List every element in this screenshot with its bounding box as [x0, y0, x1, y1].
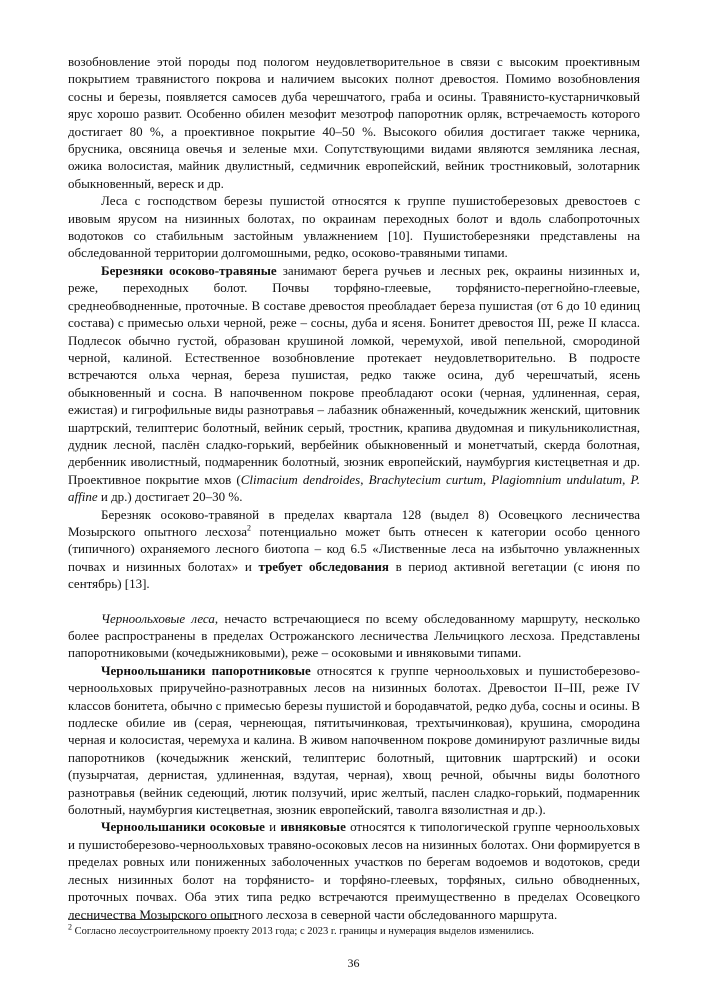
- footnote-reference: 2: [247, 523, 252, 533]
- text-run: , нечасто встречающиеся по всему обследованному маршруту, несколько более распространены в пределах Острожанского лесничества Лельчицкого лесхоза. Представлены папоротниковыми (кочедыжниковыми), реже – осоковыми и ивняковыми типами.: [68, 610, 641, 661]
- text-run: Леса с господством березы пушистой относятся к группе пушистоберезовых древостоев с ивовым ярусом на низинных болотах, по окраинам переходных болот и вдоль слабопроточных водотоков со стабильным застойным увлажнением [10]. Пушистоберезняки представлены на обследованной территории долгомошными, редко, осоково-травяными типами.: [68, 193, 640, 261]
- text-run: ,: [482, 471, 492, 487]
- footnote-text: Согласно лесоустроительному проекту 2013 года; с 2023 г. границы и нумерация выделов изменились.: [72, 926, 535, 937]
- text-run: P. affine: [68, 471, 641, 505]
- text-run: Plagiomnium undulatum: [491, 471, 623, 487]
- paragraph-p2: [68, 192, 640, 262]
- text-run: Березняк осоково-травяной в пределах квартала 128 (выдел 8) Осовецкого лесничества Мозырского опытного лесхоза: [68, 506, 640, 539]
- text-run: Березняки осоково-травяные: [101, 262, 277, 278]
- text-run: и др.) достигает 20–30 %.: [97, 489, 243, 505]
- text-run: возобновление этой породы под пологом неудовлетворительное в связи с высоким проективным покрытием травянистого покрова и наличием высоких полнот древостоя. Помимо возобновления сосны и березы, появляется самосев дуба черешчатого, граба и осины. Травянисто-кустарничковый ярус хорошо развит. Особенно обилен мезофит мезотроф папоротник орляк, встречаемость которого достигает 80 %, а проективное покрытие 40–50 %. Высокого обилия достигает также черника, брусника, овсяница овечья и зеленые мхи. Сопутствующими видами являются земляника лесная, ожика волосистая, майник двулистный, седмичник европейский, вейник тростниковый, золотарник обыкновенный, вереск и др.: [68, 54, 640, 191]
- text-run: ,: [360, 471, 369, 487]
- paragraph-p6: [68, 662, 640, 819]
- footnote-marker: 2: [68, 922, 72, 932]
- text-run: Climacium dendroides: [240, 471, 361, 487]
- footnote-divider: [68, 919, 238, 920]
- text-run: Черноольховые леса: [101, 610, 215, 626]
- paragraph-p3: [68, 262, 640, 506]
- text-run: потенциально может быть отнесен к категории особо ценного (типичного) охраняемого лесного биотопа – код 6.5 «Лиственные леса на избыточно увлажненных почвах и низинных болотах» и: [68, 523, 640, 574]
- paragraph-p4: [68, 506, 640, 593]
- text-run: и: [264, 819, 281, 835]
- text-run: ,: [622, 471, 631, 487]
- body-text: [68, 53, 640, 923]
- text-run: Черноольшаники осоковые: [101, 819, 265, 835]
- text-run: в период активной вегетации (с июня по сентябрь) [13].: [68, 558, 640, 592]
- text-run: требует обследования: [258, 558, 389, 574]
- page-number: 36: [347, 956, 360, 970]
- text-run: Brachytecium curtum: [368, 471, 483, 487]
- text-run: занимают берега ручьев и лесных рек, окраины низинных и, реже, переходных болот. Почвы торфяно-глеевые, торфянисто-перегнойно-глеевые, среднеобводненные, проточные. В составе древостоя преобладает береза пушистая (от 6 до 10 единиц состава) с примесью ольхи черной, реже – сосны, дуба и ясеня. Бонитет древостоя III, реже II класса. Подлесок обычно густой, образован крушиной ломкой, черемухой, ивой пепельной, смородиной черной, калиной. Естественное возобновление протекает неудовлетворительно. В подросте встречаются ольха черная, береза пушистая, редко также осина, дуб черешчатый, ясень обыкновенный и сосна. В напочвенном покрове преобладают осоки (черная, удлиненная, серая, ежистая) и гигрофильные виды разнотравья – лабазник обнаженный, кочедыжник женский, щитовник шартрский, телиптерис болотный, вейник серый, тростник, крапива двудомная и пикульниколистная, дудник лесной, паслён сладко-горький, вербейник обыкновенный и монетчатый, скерда болотная, дербенник иволистный, подмаренник болотный, зюзник европейский, наумбургия кистецветная и др. Проективное покрытие мхов (: [68, 262, 640, 487]
- paragraph-p1: [68, 53, 640, 192]
- paragraph-p5: [68, 610, 640, 662]
- text-run: Черноольшаники папоротниковые: [101, 662, 311, 678]
- text-run: относятся к типологической группе черноольховых и пушистоберезово-черноольховых травяно-осоковых лесов на низинных болотах. Они формируется в пределах ровных или пониженных заболоченных участков по берегам водоемов и водотоков, среди лесных низинных болот на торфянисто- и торфяно-глеевых, торфяных, сильно обводненных, проточных почвах. Оба этих типа редко встречаются преимущественно в пределах Осовецкого лесничества Мозырского опытного лесхоза в северной части обследованного маршрута.: [68, 819, 640, 922]
- text-run: ивняковые: [280, 819, 346, 835]
- paragraph-p7: [68, 818, 640, 922]
- text-run: относятся к группе черноольховых и пушистоберезово-черноольховых приручейно-разнотравных лесов на низинных болотах. Древостои II–III, реже IV классов бонитета, обычно с примесью березы пушистой и бородавчатой, редко дуба, сосны и осины. В подлеске обилие ив (серая, чернеющая, пятитычинковая, трехтычинковая), крушина, смородина черная и колосистая, черемуха и калина. В живом напочвенном покрове доминируют различные виды папоротников (кочедыжник женский, телиптерис болотный, щитовник шартрский) и осоки (пузырчатая, дернистая, удлиненная, вздутая, черная), хвощ речной, обычны виды болотного разнотравья (вейник седеющий, лютик ползучий, ирис желтый, паслен сладко-горький, подмаренник болотный, наумбургия кистецветная, зюзник европейский, таволга вязолистная и др.).: [68, 662, 641, 818]
- footnote: [68, 922, 640, 938]
